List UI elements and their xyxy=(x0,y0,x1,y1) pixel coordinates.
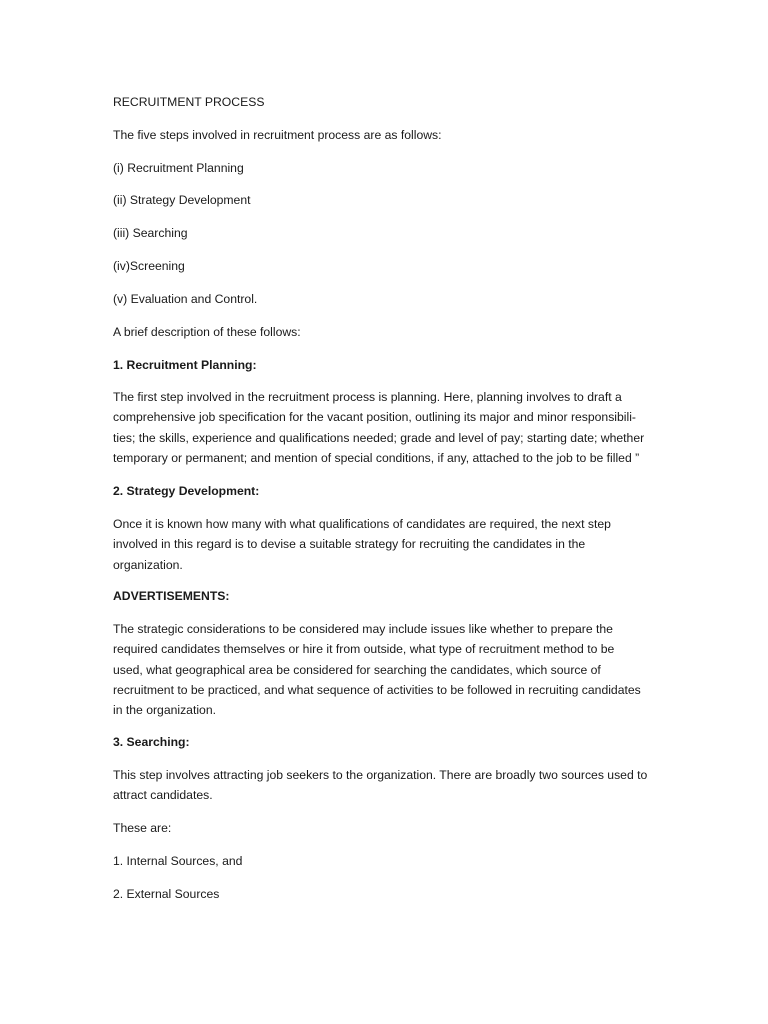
paragraph-line: required candidates themselves or hire it from outside, what type of recruitment method to be xyxy=(113,642,615,657)
document-title: RECRUITMENT PROCESS xyxy=(113,95,265,109)
paragraph-line: Once it is known how many with what qualifications of candidates are required, the next step xyxy=(113,517,611,531)
section-heading: 1. Recruitment Planning: xyxy=(113,358,257,372)
paragraph-line: organization. xyxy=(113,557,183,572)
paragraph-line: attract candidates. xyxy=(113,788,213,803)
paragraph-line: comprehensive job specification for the vacant position, outlining its major and minor responsibili- xyxy=(113,410,636,425)
step-item: (i) Recruitment Planning xyxy=(113,161,244,175)
section-heading: ADVERTISEMENTS: xyxy=(113,589,230,603)
intro-text: The five steps involved in recruitment process are as follows: xyxy=(113,128,442,142)
paragraph-line: used, what geographical area be considered for searching the candidates, which source of xyxy=(113,662,601,677)
source-item: 1. Internal Sources, and xyxy=(113,854,243,868)
section-paragraph xyxy=(113,619,641,720)
brief-intro-text: A brief description of these follows: xyxy=(113,325,301,339)
paragraph-line: temporary or permanent; and mention of special conditions, if any, attached to the job to be filled ” xyxy=(113,450,640,465)
step-item: (iv)Screening xyxy=(113,259,185,273)
section-heading: 2. Strategy Development: xyxy=(113,484,260,498)
paragraph-line: recruitment to be practiced, and what sequence of activities to be followed in recruiting candidates xyxy=(113,682,641,697)
paragraph-line: in the organization. xyxy=(113,703,216,718)
section-paragraph xyxy=(113,514,611,575)
source-item: 2. External Sources xyxy=(113,887,220,901)
paragraph-line: ties; the skills, experience and qualifications needed; grade and level of pay; starting date; whether xyxy=(113,430,645,445)
paragraph-line: The first step involved in the recruitment process is planning. Here, planning involves to draft a xyxy=(113,390,622,404)
section-paragraph xyxy=(113,387,644,468)
step-item: (iii) Searching xyxy=(113,226,188,240)
step-item: (ii) Strategy Development xyxy=(113,193,251,207)
paragraph-line: This step involves attracting job seekers to the organization. There are broadly two sources used to xyxy=(113,768,648,782)
step-item: (v) Evaluation and Control. xyxy=(113,292,258,306)
paragraph-line: involved in this regard is to devise a suitable strategy for recruiting the candidates in the xyxy=(113,537,586,552)
paragraph-line: The strategic considerations to be considered may include issues like whether to prepare the xyxy=(113,622,613,636)
these-are-text: These are: xyxy=(113,821,172,835)
section-paragraph xyxy=(113,765,647,806)
section-heading: 3. Searching: xyxy=(113,735,190,749)
